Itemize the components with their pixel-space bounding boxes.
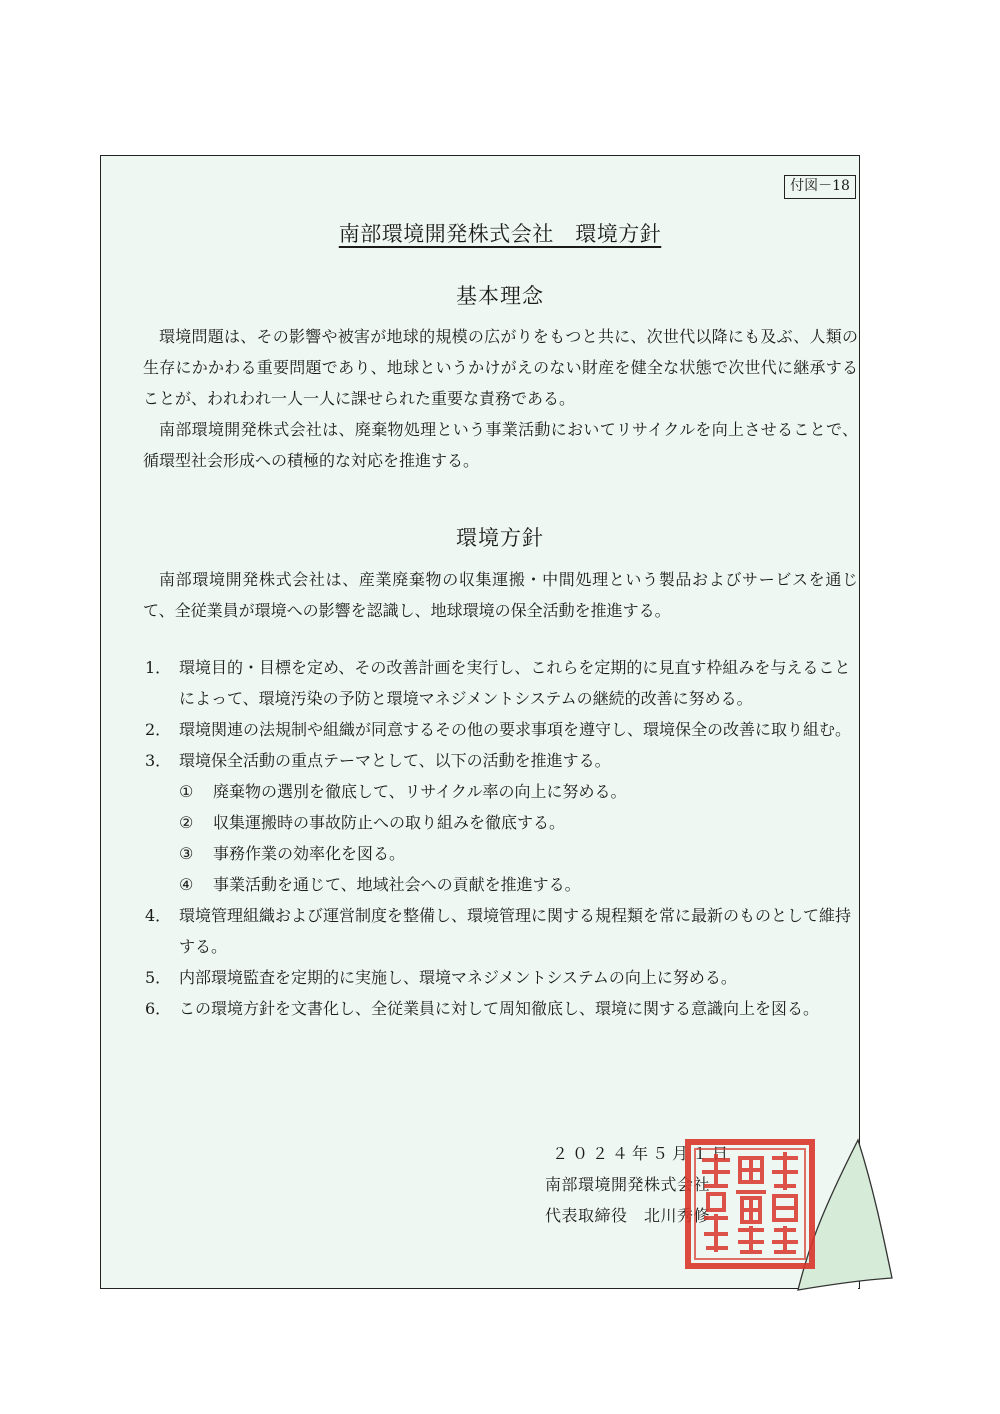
focus-theme-text: 事業活動を通じて、地域社会への貢献を推進する。 (213, 875, 581, 894)
philosophy-paragraph-1: 環境問題は、その影響や被害が地球的規模の広がりをもつと共に、次世代以降にも及ぶ、人類の生存にかかわる重要問題であり、地球というかけがえのない財産を健全な状態で次世代に継承することが、われわれ一人一人に課せられた重要な責務である。 (143, 327, 858, 408)
policy-item-text: 環境管理組織および運営制度を整備し、環境管理に関する規程類を常に最新のものとして維持する。 (179, 906, 852, 956)
figure-label: 付図－18 (784, 175, 856, 199)
policy-item (143, 745, 858, 900)
philosophy-heading: 基本理念 (456, 284, 544, 308)
policy-item-text: 内部環境監査を定期的に実施し、環境マネジメントシステムの向上に努める。 (179, 968, 737, 987)
policy-item-number: 5． (145, 968, 172, 987)
focus-theme-item (179, 869, 858, 900)
policy-item (143, 993, 858, 1024)
focus-theme-text: 廃棄物の選別を徹底して、リサイクル率の向上に努める。 (213, 782, 627, 801)
focus-theme-mark: ② (179, 813, 194, 832)
focus-theme-item (179, 807, 858, 838)
policy-item-text: この環境方針を文書化し、全従業員に対して周知徹底し、環境に関する意識向上を図る。 (179, 999, 820, 1018)
company-seal (684, 1138, 816, 1270)
policy-intro: 南部環境開発株式会社は、産業廃棄物の収集運搬・中間処理という製品およびサービスを通じて、全従業員が環境への影響を認識し、地球環境の保全活動を推進する。 (143, 570, 858, 620)
policy-item (143, 714, 858, 745)
policy-item (143, 962, 858, 993)
policy-item (143, 652, 858, 714)
focus-theme-text: 収集運搬時の事故防止への取り組みを徹底する。 (213, 813, 566, 832)
policy-item-number: 3． (145, 751, 172, 770)
signature-company: 南部環境開発株式会社 (545, 1175, 711, 1194)
policy-item-number: 1． (145, 658, 172, 677)
document-title: 南部環境開発株式会社 環境方針 (338, 222, 662, 246)
policy-item-text: 環境関連の法規制や組織が同意するその他の要求事項を遵守し、環境保全の改善に取り組む。 (179, 720, 852, 739)
policy-item-text: 環境保全活動の重点テーマとして、以下の活動を推進する。 (179, 751, 611, 770)
focus-theme-mark: ① (179, 782, 194, 801)
focus-theme-mark: ③ (179, 844, 194, 863)
policy-list (143, 652, 858, 1024)
philosophy-paragraph-2: 南部環境開発株式会社は、廃棄物処理という事業活動においてリサイクルを向上させることで、循環型社会形成への積極的な対応を推進する。 (143, 420, 858, 470)
focus-theme-mark: ④ (179, 875, 194, 894)
signature-date: ２０２４年５月１日 (552, 1144, 733, 1163)
focus-theme-item (179, 838, 858, 869)
policy-item (143, 900, 858, 962)
policy-heading: 環境方針 (456, 526, 544, 550)
focus-theme-list (179, 776, 858, 900)
policy-item-text: 環境目的・目標を定め、その改善計画を実行し、これらを定期的に見直す枠組みを与えることによって、環境汚染の予防と環境マネジメントシステムの継続的改善に努める。 (179, 658, 851, 708)
focus-theme-item (179, 776, 858, 807)
policy-item-number: 2． (145, 720, 172, 739)
signature-representative: 代表取締役 北川秀修 (545, 1206, 711, 1225)
policy-item-number: 6． (145, 999, 172, 1018)
policy-item-number: 4． (145, 906, 172, 925)
focus-theme-text: 事務作業の効率化を図る。 (213, 844, 406, 863)
